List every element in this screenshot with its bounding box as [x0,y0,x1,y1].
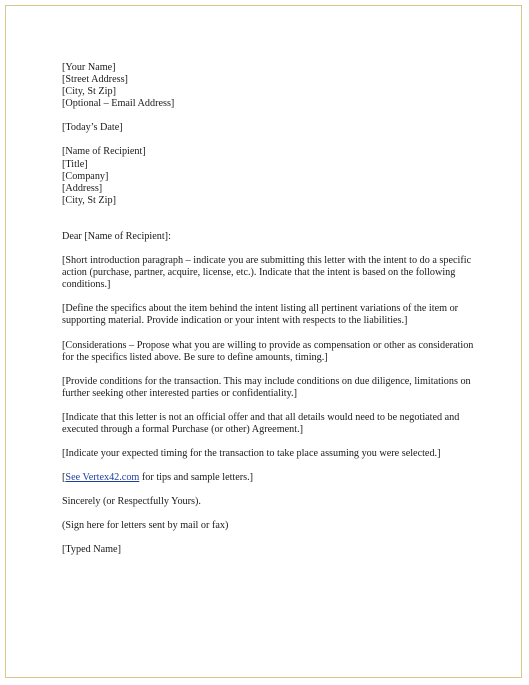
sender-block [62,62,482,110]
tips-line [62,472,482,484]
paragraph-timing: [Indicate your expected timing for the transaction to take place assuming you were selected.] [62,448,441,460]
paragraph-intro: [Short introduction paragraph – indicate you are submitting this letter with the intent to do a specific action (purchase, partner, acquire, license, etc.). Indicate that the intent is based on the following conditions.] [62,255,472,291]
vertex42-link[interactable]: See Vertex42.com [65,472,140,484]
sender-name: [Your Name] [62,62,116,73]
tips-bracket: [ [62,472,66,484]
recipient-block [62,146,482,206]
recipient-city: [City, St Zip] [62,194,116,206]
sender-city: [City, St Zip] [62,86,116,98]
recipient-company: [Company] [62,170,109,182]
tips-suffix: for tips and sample letters.] [139,472,254,484]
paragraph-conditions: [Provide conditions for the transaction. This may include conditions on due diligence, limitations on further seeking other interested parties or confidentiality.] [62,375,471,399]
letter-body [62,62,482,557]
recipient-address: [Address] [62,182,103,194]
sender-street: [Street Address] [62,74,128,86]
paragraph-considerations: [Considerations – Propose what you are willing to provide as compensation or other as consideration for the specifics listed above. Be sure to define amounts, timing.] [62,339,474,363]
recipient-name: [Name of Recipient] [62,146,146,158]
recipient-title: [Title] [62,158,88,170]
salutation: Dear [Name of Recipient]: [62,230,171,242]
paragraph-not-offer: [Indicate that this letter is not an official offer and that all details would need to be negotiated and executed through a formal Purchase (or other) Agreement.] [62,411,460,435]
typed-name: [Typed Name] [62,544,121,556]
sender-email: [Optional – Email Address] [62,98,175,110]
letter-date: [Today’s Date] [62,122,123,134]
paragraph-specifics: [Define the specifics about the item behind the intent listing all pertinent variations of the item or supporting material. Provide indication or your intent with respects to the liabilities.] [62,303,459,327]
closing: Sincerely (or Respectfully Yours). [62,496,201,508]
signature-note: (Sign here for letters sent by mail or fax) [62,520,229,532]
